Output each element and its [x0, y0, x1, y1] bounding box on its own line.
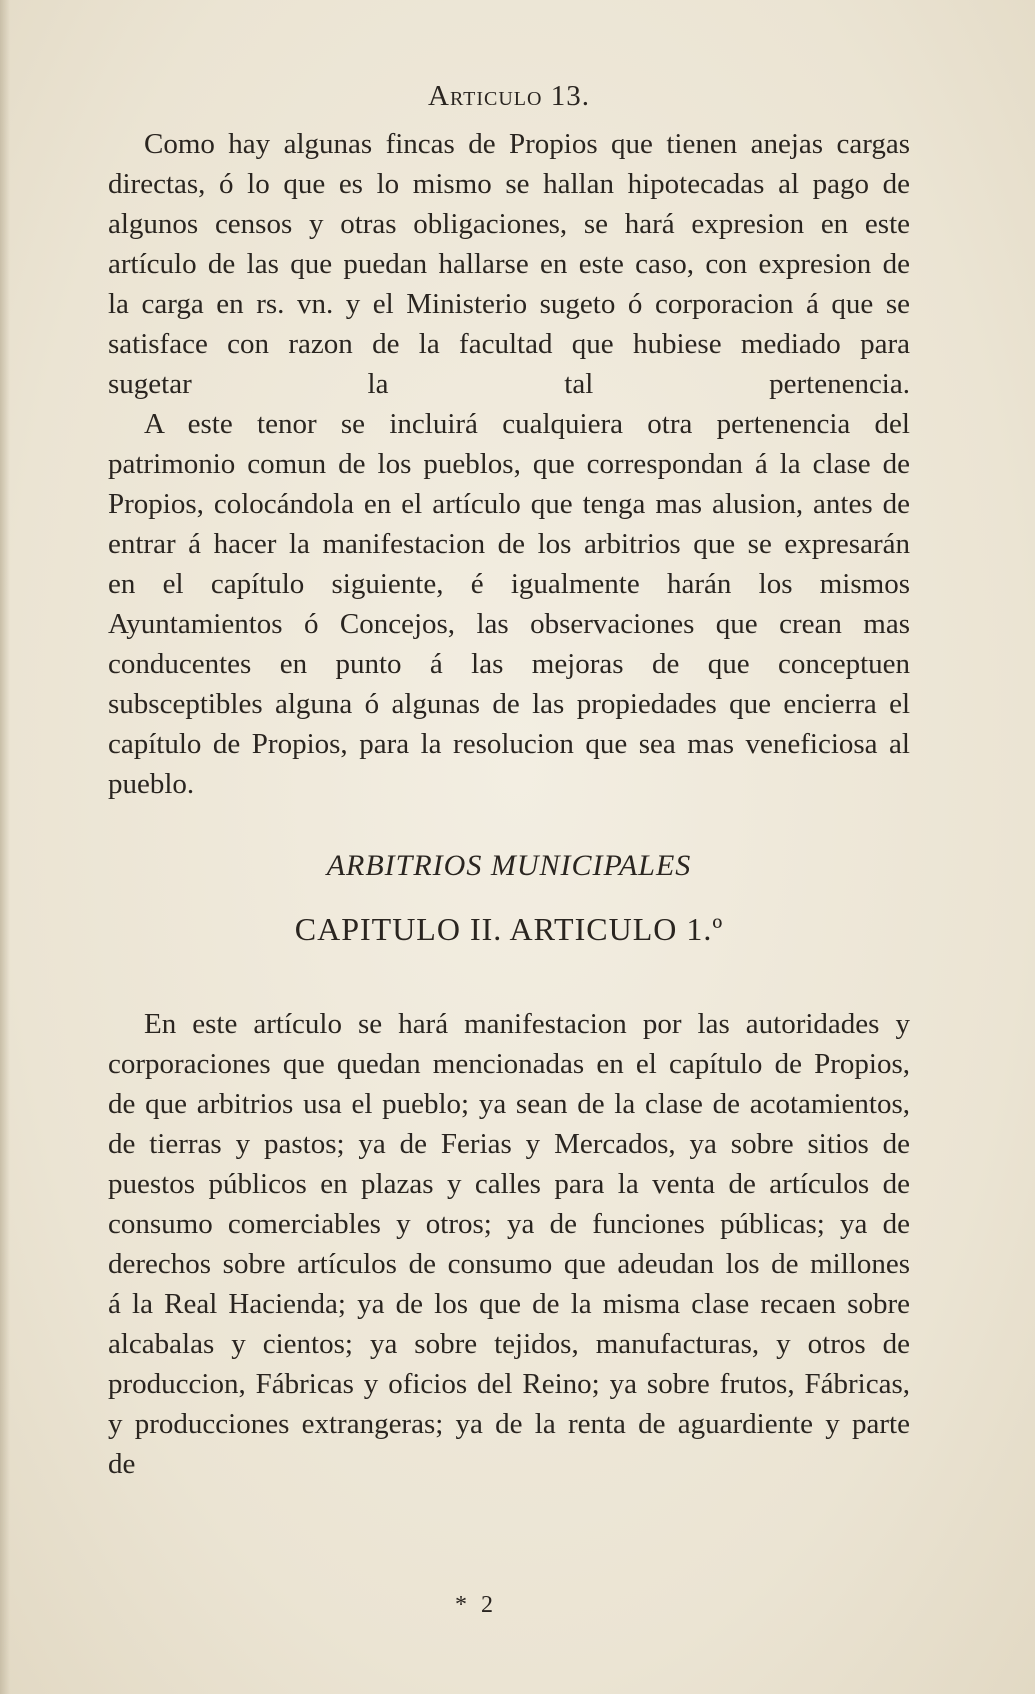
- section-title: ARBITRIOS MUNICIPALES: [326, 849, 692, 882]
- signature-mark: * 2: [455, 1592, 497, 1618]
- page-content: [108, 68, 910, 1484]
- chapter-paragraph: En este artículo se hará manifestacion por las autoridades y corporaciones que quedan mencionadas en el capítulo de Propios, de que arbitrios usa el pueblo; ya sean de la clase de acotamientos, de tierras y pastos; ya de Ferias y Mercados, ya sobre sitios de puestos públicos en plazas y calles para la venta de artículos de consumo comerciables y otros; ya de funciones públicas; ya de derechos sobre artículos de consumo que adeudan los de millones á la Real Hacienda; ya de los que de la misma clase recaen sobre alcabalas y cientos; ya sobre tejidos, manufacturas, y otros de produccion, Fábricas y oficios del Reino; ya sobre frutos, Fábricas, y producciones extrangeras; ya de la renta de aguardiente y parte de: [108, 1008, 910, 1480]
- page-edge-shadow: [0, 0, 10, 1694]
- article-paragraph-2: A este tenor se incluirá cualquiera otra pertenencia del patrimonio comun de los pueblos, que correspondan á la clase de Propios, colocándola en el artículo que tenga mas alusion, antes de entrar á hacer la manifestacion de los arbitrios que se expresarán en el capítulo siguiente, é igualmente harán los mismos Ayuntamientos ó Concejos, las observaciones que crean mas conducentes en punto á las mejoras de que conceptuen subsceptibles alguna ó algunas de las propiedades que encierra el capítulo de Propios, para la resolucion que sea mas veneficiosa al pueblo.: [108, 408, 910, 800]
- article-paragraph-1: Como hay algunas fincas de Propios que tienen anejas cargas directas, ó lo que es lo mismo se hallan hipotecadas al pago de algunos censos y otras obligaciones, se hará expresion en este artículo de las que puedan hallarse en este caso, con expresion de la carga en rs. vn. y el Ministerio sugeto ó corporacion á que se satisface con razon de la facultad que hubiese mediado para sugetar la tal pertenencia.: [108, 128, 910, 400]
- chapter-heading: CAPITULO II. ARTICULO 1.º: [294, 911, 724, 947]
- article-heading: Articulo 13.: [428, 80, 590, 112]
